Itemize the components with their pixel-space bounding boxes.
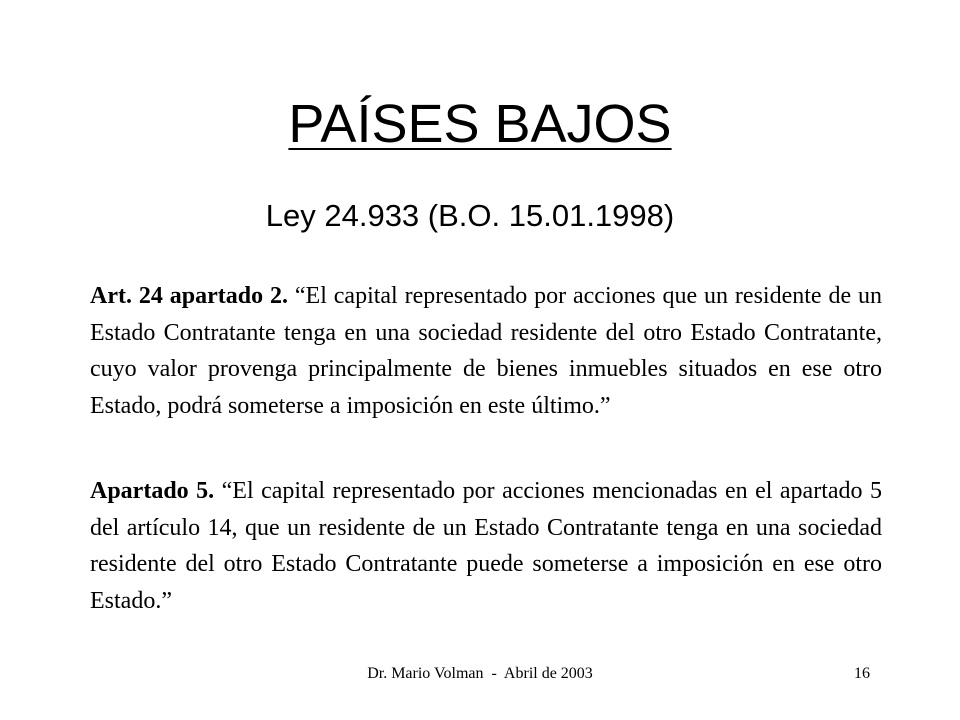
paragraph-text: “El capital representado por acciones mencionadas en el apartado 5 del artículo 14, que un residente de un Estado Contratante tenga en una sociedad residente del otro Estado Contratante puede someterse a imposición en ese otro Estado.” — [90, 478, 882, 614]
paragraph-text: “El capital representado por acciones que un residente de un Estado Contratante tenga en una sociedad residente del otro Estado Contratante, cuyo valor provenga principalmente de bienes inmuebles situados en ese otro Estado, podrá someterse a imposición en este último.” — [90, 283, 882, 419]
paragraph-article-24 — [90, 278, 882, 424]
paragraph-lead: Apartado 5. — [90, 478, 215, 504]
paragraph-apartado-5 — [90, 473, 882, 619]
paragraph-lead: Art. 24 apartado 2. — [90, 283, 288, 309]
footer-author: Dr. Mario Volman - Abril de 2003 — [367, 665, 593, 682]
page-number: 16 — [854, 665, 870, 682]
slide-subtitle: Ley 24.933 (B.O. 15.01.1998) — [265, 198, 675, 233]
slide-title: PAÍSES BAJOS — [288, 94, 672, 154]
